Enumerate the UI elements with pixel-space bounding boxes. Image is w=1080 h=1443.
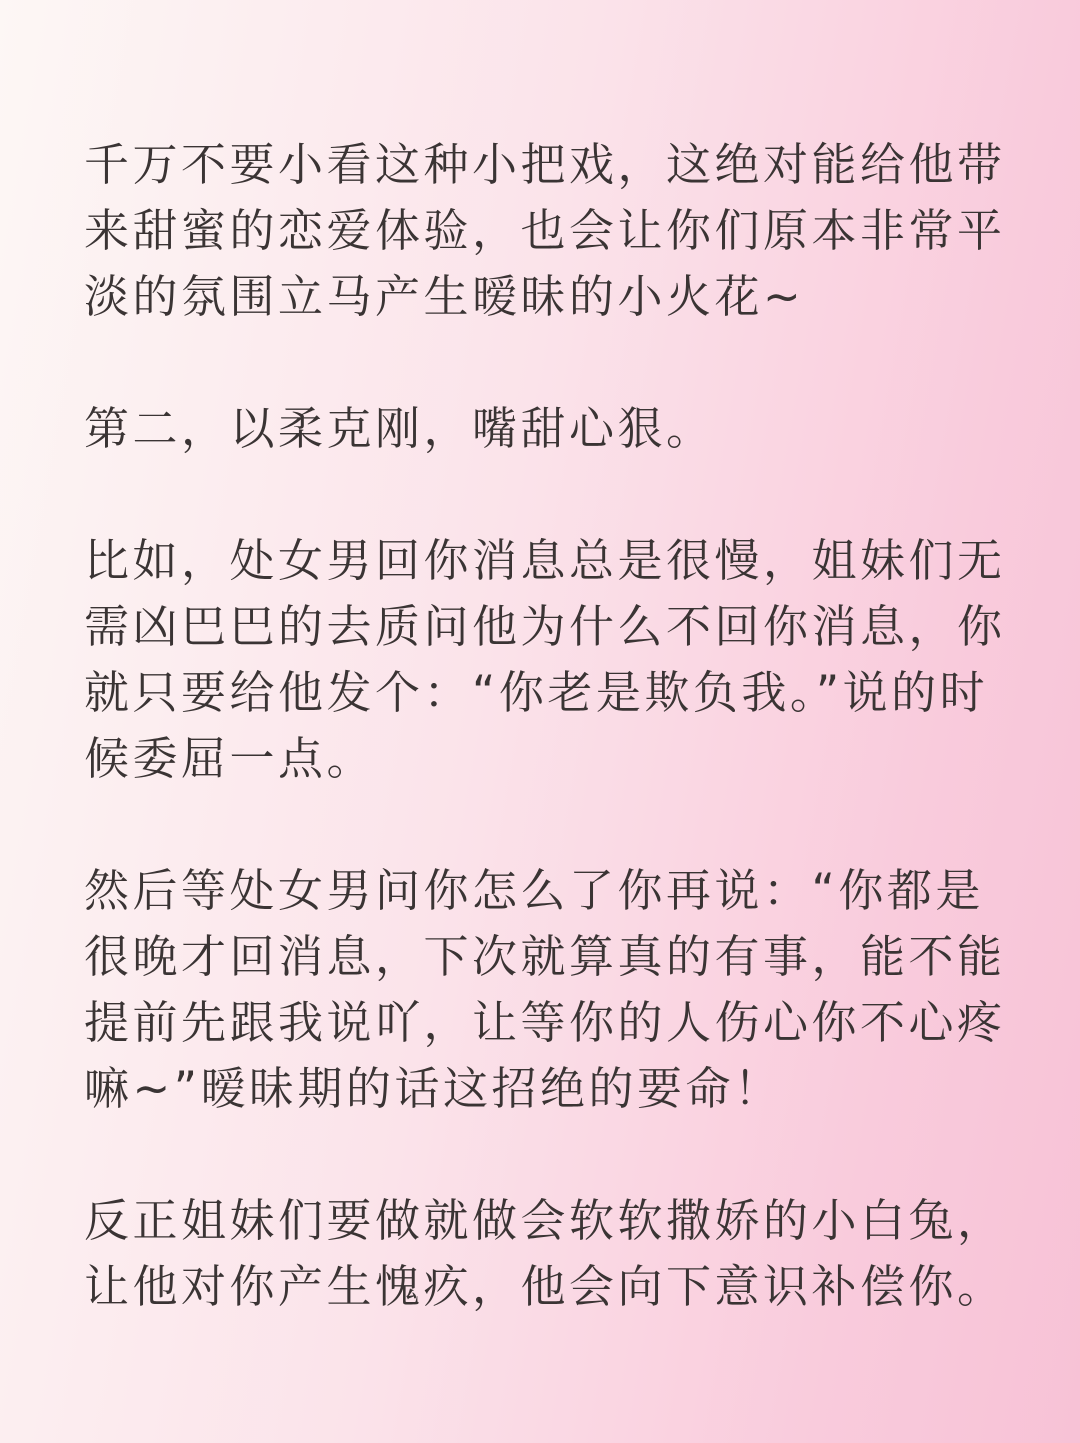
paragraph-summary: 反正姐妹们要做就做会软软撒娇的小白兔，让他对你产生愧疚，他会向下意识补偿你。: [84, 1194, 1006, 1313]
paragraph-heading-second: 第二，以柔克刚，嘴甜心狠。: [84, 402, 715, 455]
paragraph-intro: 千万不要小看这种小把戏，这绝对能给他带来甜蜜的恋爱体验，也会让你们原本非常平淡的氛围立马产生暧昧的小火花~: [84, 138, 1006, 323]
paragraph-example: 比如，处女男回你消息总是很慢，姐妹们无需凶巴巴的去质问他为什么不回你消息，你就只要给他发个：“你老是欺负我。”说的时候委屈一点。: [84, 534, 1006, 785]
paragraph-followup: 然后等处女男问你怎么了你再说：“你都是很晚才回消息，下次就算真的有事，能不能提前先跟我说吖，让等你的人伤心你不心疼嘛~”暧昧期的话这招绝的要命！: [84, 864, 1006, 1115]
article-body: [84, 132, 1014, 1386]
